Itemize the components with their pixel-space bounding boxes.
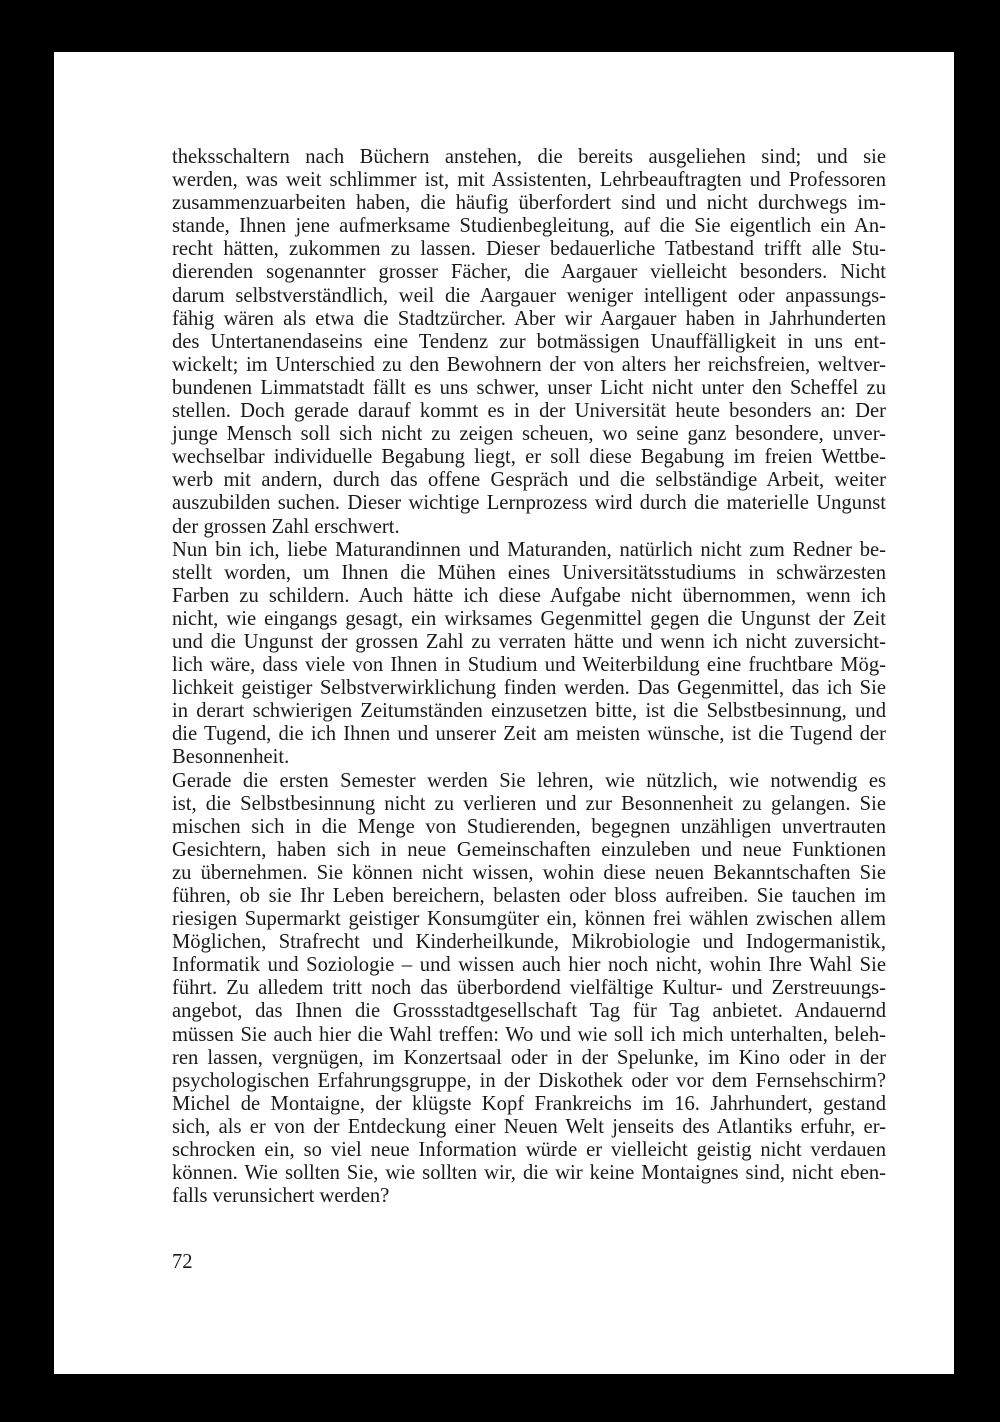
- text-line: Informatik und Soziologie – und wissen auch hier noch nicht, wohin Ihre Wahl Sie: [172, 954, 886, 977]
- text-line: Besonnenheit.: [172, 746, 290, 769]
- text-line: wickelt; im Unterschied zu den Bewohnern der von alters her reichsfreien, weltver-: [172, 353, 886, 376]
- text-line: Michel de Montaigne, der klügste Kopf Frankreichs im 16. Jahrhundert, gestand: [172, 1092, 886, 1115]
- text-line: führt. Zu alledem tritt noch das überbordend vielfältige Kultur- und Zerstreuungs-: [172, 977, 886, 1000]
- text-line: junge Mensch soll sich nicht zu zeigen scheuen, wo seine ganz besondere, unver-: [172, 423, 886, 446]
- paragraph: [172, 770, 886, 1209]
- text-line: werden, was weit schlimmer ist, mit Assistenten, Lehrbeauftragten und Professoren: [172, 169, 886, 192]
- text-line: führen, ob sie Ihr Leben bereichern, belasten oder bloss aufreiben. Sie tauchen im: [172, 885, 886, 907]
- text-line: lichkeit geistiger Selbstverwirklichung finden werden. Das Gegenmittel, das ich Sie: [172, 677, 886, 700]
- text-line: der grossen Zahl erschwert.: [172, 515, 400, 538]
- text-line: Gesichtern, haben sich in neue Gemeinschaften einzuleben und neue Funktionen: [172, 838, 886, 861]
- text-line: lich wäre, dass viele von Ihnen in Studium und Weiterbildung eine fruchtbare Mög-: [172, 654, 886, 677]
- text-line: falls verunsichert werden?: [172, 1185, 390, 1208]
- paragraph: [172, 539, 886, 770]
- body-text: [172, 146, 886, 1208]
- text-line: des Untertanendaseins eine Tendenz zur botmässigen Unauffälligkeit in uns ent-: [172, 330, 886, 353]
- text-line: theksschaltern nach Büchern anstehen, die bereits ausgeliehen sind; und sie: [172, 146, 886, 168]
- text-line: Möglichen, Strafrecht und Kinderheilkunde, Mikrobiologie und Indogermanistik,: [172, 931, 886, 954]
- text-line: stellen. Doch gerade darauf kommt es in der Universität heute besonders an: Der: [172, 400, 886, 423]
- text-line: die Tugend, die ich Ihnen und unserer Zeit am meisten wünsche, ist die Tugend der: [172, 723, 886, 746]
- page-number: 72: [172, 1251, 193, 1273]
- text-line: können. Wie sollten Sie, wie sollten wir, die wir keine Montaignes sind, nicht eben-: [172, 1162, 886, 1185]
- text-line: recht hätten, zukommen zu lassen. Dieser bedauerliche Tatbestand trifft alle Stu-: [172, 238, 886, 261]
- text-line: Nun bin ich, liebe Maturandinnen und Maturanden, natürlich nicht zum Redner be-: [172, 538, 886, 561]
- text-line: psychologischen Erfahrungsgruppe, in der Diskothek oder vor dem Fernsehschirm?: [172, 1069, 886, 1092]
- text-line: ren lassen, vergnügen, im Konzertsaal oder in der Spelunke, im Kino oder in der: [172, 1046, 886, 1069]
- text-line: ist, die Selbstbesinnung nicht zu verlieren und zur Besonnenheit zu gelangen. Sie: [172, 792, 886, 815]
- text-line: auszubilden suchen. Dieser wichtige Lernprozess wird durch die materielle Ungunst: [172, 492, 886, 515]
- text-line: müssen Sie auch hier die Wahl treffen: Wo und wie soll ich mich unterhalten, beleh-: [172, 1023, 886, 1046]
- text-line: fähig wären als etwa die Stadtzürcher. Aber wir Aargauer haben in Jahrhunderten: [172, 307, 886, 330]
- text-line: sich, als er von der Entdeckung einer Neuen Welt jenseits des Atlantiks erfuhr, er-: [172, 1115, 886, 1138]
- text-line: werb mit andern, durch das offene Gespräch und die selbständige Arbeit, weiter: [172, 469, 886, 492]
- book-page: [54, 52, 954, 1374]
- paragraph: [172, 146, 886, 539]
- text-line: bundenen Limmatstadt fällt es uns schwer, unser Licht nicht unter den Scheffel zu: [172, 376, 886, 399]
- text-line: nicht, wie eingangs gesagt, ein wirksames Gegenmittel gegen die Ungunst der Zeit: [172, 607, 886, 630]
- text-line: zusammenzuarbeiten haben, die häufig überfordert sind und nicht durchwegs im-: [172, 192, 886, 215]
- text-line: stellt worden, um Ihnen die Mühen eines Universitätsstudiums in schwärzesten: [172, 561, 886, 584]
- text-line: darum selbstverständlich, weil die Aargauer weniger intelligent oder anpassungs-: [172, 284, 886, 307]
- text-line: stande, Ihnen jene aufmerksame Studienbegleitung, auf die Sie eigentlich ein An-: [172, 215, 886, 238]
- text-line: riesigen Supermarkt geistiger Konsumgüter ein, können frei wählen zwischen allem: [172, 908, 886, 931]
- text-line: wechselbar individuelle Begabung liegt, er soll diese Begabung im freien Wettbe-: [172, 446, 886, 469]
- text-line: dierenden sogenannter grosser Fächer, die Aargauer vielleicht besonders. Nicht: [172, 261, 886, 284]
- text-line: angebot, das Ihnen die Grossstadtgesellschaft Tag für Tag anbietet. Andauernd: [172, 1000, 886, 1023]
- text-line: mischen sich in die Menge von Studierenden, begegnen unzähligen unvertrauten: [172, 815, 886, 838]
- text-line: in derart schwierigen Zeitumständen einzusetzen bitte, ist die Selbstbesinnung, und: [172, 700, 886, 723]
- text-line: schrocken ein, so viel neue Information würde er vielleicht geistig nicht verdauen: [172, 1139, 886, 1162]
- text-line: zu übernehmen. Sie können nicht wissen, wohin diese neuen Bekanntschaften Sie: [172, 861, 886, 884]
- text-line: Gerade die ersten Semester werden Sie lehren, wie nützlich, wie notwendig es: [172, 769, 886, 792]
- text-line: und die Ungunst der grossen Zahl zu verraten hätte und wenn ich nicht zuversicht-: [172, 630, 886, 653]
- text-line: Farben zu schildern. Auch hätte ich diese Aufgabe nicht übernommen, wenn ich: [172, 584, 886, 607]
